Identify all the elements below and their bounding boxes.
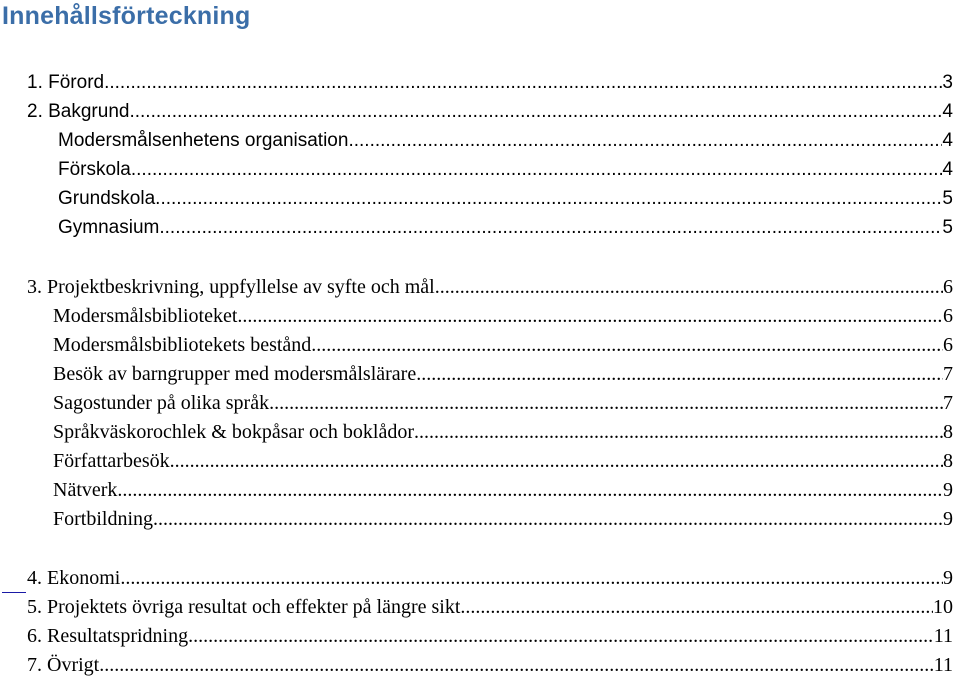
toc-entry-grundskola[interactable] [58, 187, 953, 211]
toc-entry-label: Grundskola. [58, 188, 161, 209]
toc-entry-label: Språkväskorochlek & bokpåsar och boklådor [53, 421, 415, 443]
dot-leader [99, 653, 934, 677]
dot-leader [117, 478, 943, 502]
toc-page-number: 10 [933, 596, 953, 618]
toc-entry-natverk[interactable] [53, 478, 953, 502]
toc-entry-forfattarbesok[interactable] [53, 449, 953, 473]
toc-entry-label: Besök av barngrupper med modersmålslärare [53, 363, 417, 385]
toc-page-number: 9 [943, 479, 953, 501]
dot-leader [170, 449, 943, 473]
dot-leader [354, 129, 943, 153]
toc-entry-label: 3. Projektbeskrivning, uppfyllelse av syfte och mål [27, 276, 435, 298]
dot-leader [269, 391, 943, 415]
toc-page-number: 6 [943, 276, 953, 298]
toc-entry-label: 7. Övrigt [27, 654, 100, 676]
toc-entry-label: Fortbildning [53, 508, 154, 530]
toc-entry-label: Modersmålsenhetens organisation. [58, 130, 354, 151]
dot-leader [237, 304, 943, 328]
dot-leader [460, 595, 933, 619]
toc-entry-bakgrund[interactable] [27, 100, 953, 124]
toc-page-number: 4 [942, 159, 953, 180]
toc-page-number: 6 [943, 334, 953, 356]
dot-leader [153, 507, 943, 531]
dot-leader [120, 566, 943, 590]
toc-entry-label: Modersmålsbiblioteket [53, 305, 238, 327]
dot-leader [414, 420, 943, 444]
dot-leader [160, 187, 942, 211]
toc-entry-modersmalsbibliotekets-bestand[interactable] [53, 333, 953, 357]
toc-entry-forskola[interactable] [58, 158, 953, 182]
toc-entry-label: Nätverk [53, 479, 118, 501]
toc-page-number: 11 [933, 625, 953, 647]
toc-entry-sprakvaskorochlek[interactable] [53, 420, 953, 444]
dot-leader [435, 275, 943, 299]
toc-title: Innehållsförteckning [2, 2, 251, 30]
toc-entry-ovrigt[interactable] [27, 653, 953, 677]
dot-leader [416, 362, 943, 386]
toc-page-number: 11 [933, 654, 953, 676]
dot-leader [136, 158, 942, 182]
toc-entry-modersmalsenhetens-organisation[interactable] [58, 129, 953, 153]
toc-entry-sagostunder[interactable] [53, 391, 953, 415]
underline-mark [2, 592, 26, 593]
toc-page-number: 4 [942, 101, 953, 122]
toc-page-number: 9 [943, 508, 953, 530]
dot-leader [104, 71, 942, 95]
toc-page-number: 8 [943, 450, 953, 472]
toc-page-number: 4 [942, 130, 953, 151]
toc-page-number: 7 [943, 363, 953, 385]
toc-entry-forord[interactable] [27, 71, 953, 95]
toc-entry-resultatspridning[interactable] [27, 624, 953, 648]
toc-entry-label: 6. Resultatspridning [27, 625, 189, 647]
toc-entry-label: Modersmålsbibliotekets bestånd [53, 334, 312, 356]
toc-entry-label: Författarbesök [53, 450, 170, 472]
toc-entry-besok-av-barngrupper[interactable] [53, 362, 953, 386]
toc-page-number: 7 [943, 392, 953, 414]
dot-leader [129, 100, 942, 124]
dot-leader [311, 333, 943, 357]
toc-page-number: 5 [942, 188, 953, 209]
toc-entry-label: 4. Ekonomi [27, 567, 121, 589]
toc-entry-label: 2. Bakgrund [27, 101, 130, 122]
toc-entry-modersmalsbiblioteket[interactable] [53, 304, 953, 328]
toc-page-number: 3 [942, 72, 953, 93]
toc-entry-label: 5. Projektets övriga resultat och effekter på längre sikt [27, 596, 461, 618]
toc-entry-ekonomi[interactable] [27, 566, 953, 590]
dot-leader [188, 624, 934, 648]
toc-entry-fortbildning[interactable] [53, 507, 953, 531]
toc-entry-projektbeskrivning[interactable] [27, 275, 953, 299]
toc-page-number: 6 [943, 305, 953, 327]
toc-entry-label: Förskola. [58, 159, 137, 180]
toc-entry-gymnasium[interactable] [58, 216, 953, 240]
toc-entry-projektets-ovriga-resultat[interactable] [27, 595, 953, 619]
toc-page-number: 8 [943, 421, 953, 443]
toc-entry-label: Sagostunder på olika språk [53, 392, 270, 414]
dot-leader [165, 216, 943, 240]
toc-page-number: 9 [943, 567, 953, 589]
toc-entry-label: Gymnasium. [58, 217, 165, 238]
toc-entry-label: 1. Förord [27, 72, 105, 93]
toc-page-number: 5 [942, 217, 953, 238]
